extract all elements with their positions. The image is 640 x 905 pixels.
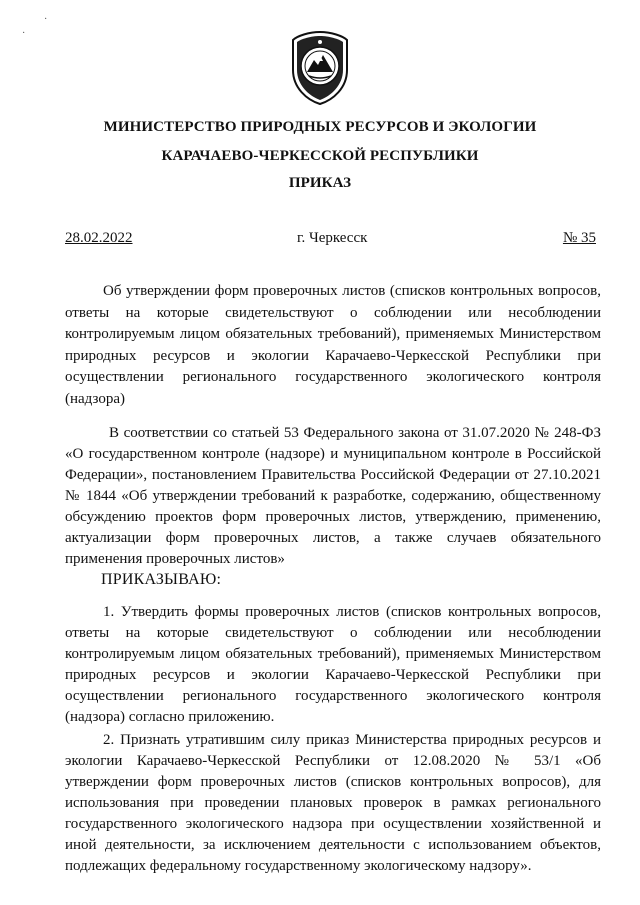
document-number: № 35 (562, 230, 596, 246)
order-directive-word: ПРИКАЗЫВАЮ: (101, 571, 222, 588)
coat-of-arms-emblem-icon (289, 30, 351, 106)
legal-basis-paragraph: В соответствии со статьей 53 Федерального закона от 31.07.2020 № 248-ФЗ «О государственном контроле (надзоре) и муниципальном контроле в Российской Федерации», постановлением Правительства Российской Федерации от 27.10.2021 № 1844 «Об утверждении требований к разработке, содержанию, общественному обсуждению проектов форм проверочных листов, утверждению, применению, актуализации форм проверочных листов, а также случаев обязательного применения проверочных листов» (65, 425, 601, 567)
order-item-1: 1. Утвердить формы проверочных листов (списков контрольных вопросов, ответы на которые свидетельствуют о соблюдении или несоблюдении контролируемым лицом обязательных требований), применяемых Министерством природных ресурсов и экологии Карачаево-Черкесской Республики при осуществлении регионального государственного экологического контроля (надзора) согласно приложению. (65, 604, 601, 725)
order-title: Об утверждении форм проверочных листов (списков контрольных вопросов, ответы на которые свидетельствуют о соблюдении или несоблюдении контролируемым лицом обязательных требований), применяемых Министерством природных ресурсов и экологии Карачаево-Черкесской Республики при осуществлении регионального государственного экологического контроля (надзора) (65, 283, 601, 407)
ministry-name-line-2: КАРАЧАЕВО-ЧЕРКЕССКОЙ РЕСПУБЛИКИ (161, 148, 479, 164)
scan-speck: · (44, 14, 48, 25)
scan-speck: · (22, 28, 26, 39)
ministry-name-line-1: МИНИСТЕРСТВО ПРИРОДНЫХ РЕСУРСОВ И ЭКОЛОГИИ (103, 119, 537, 135)
document-type-heading: ПРИКАЗ (288, 175, 352, 191)
document-date: 28.02.2022 (65, 230, 133, 246)
order-item-2: 2. Признать утратившим силу приказ Министерства природных ресурсов и экологии Карачаево-Черкесской Республики от 12.08.2020 № 53/1 «Об утверждении форм проверочных листов (списков контрольных вопросов), для использования при проведении плановых проверок в рамках регионального государственного экологического надзора при осуществлении хозяйственной и иной деятельности, за исключением деятельности с использованием объектов, подлежащих федеральному государственному экологическому надзору». (65, 732, 601, 874)
document-city: г. Черкесск (297, 230, 368, 246)
